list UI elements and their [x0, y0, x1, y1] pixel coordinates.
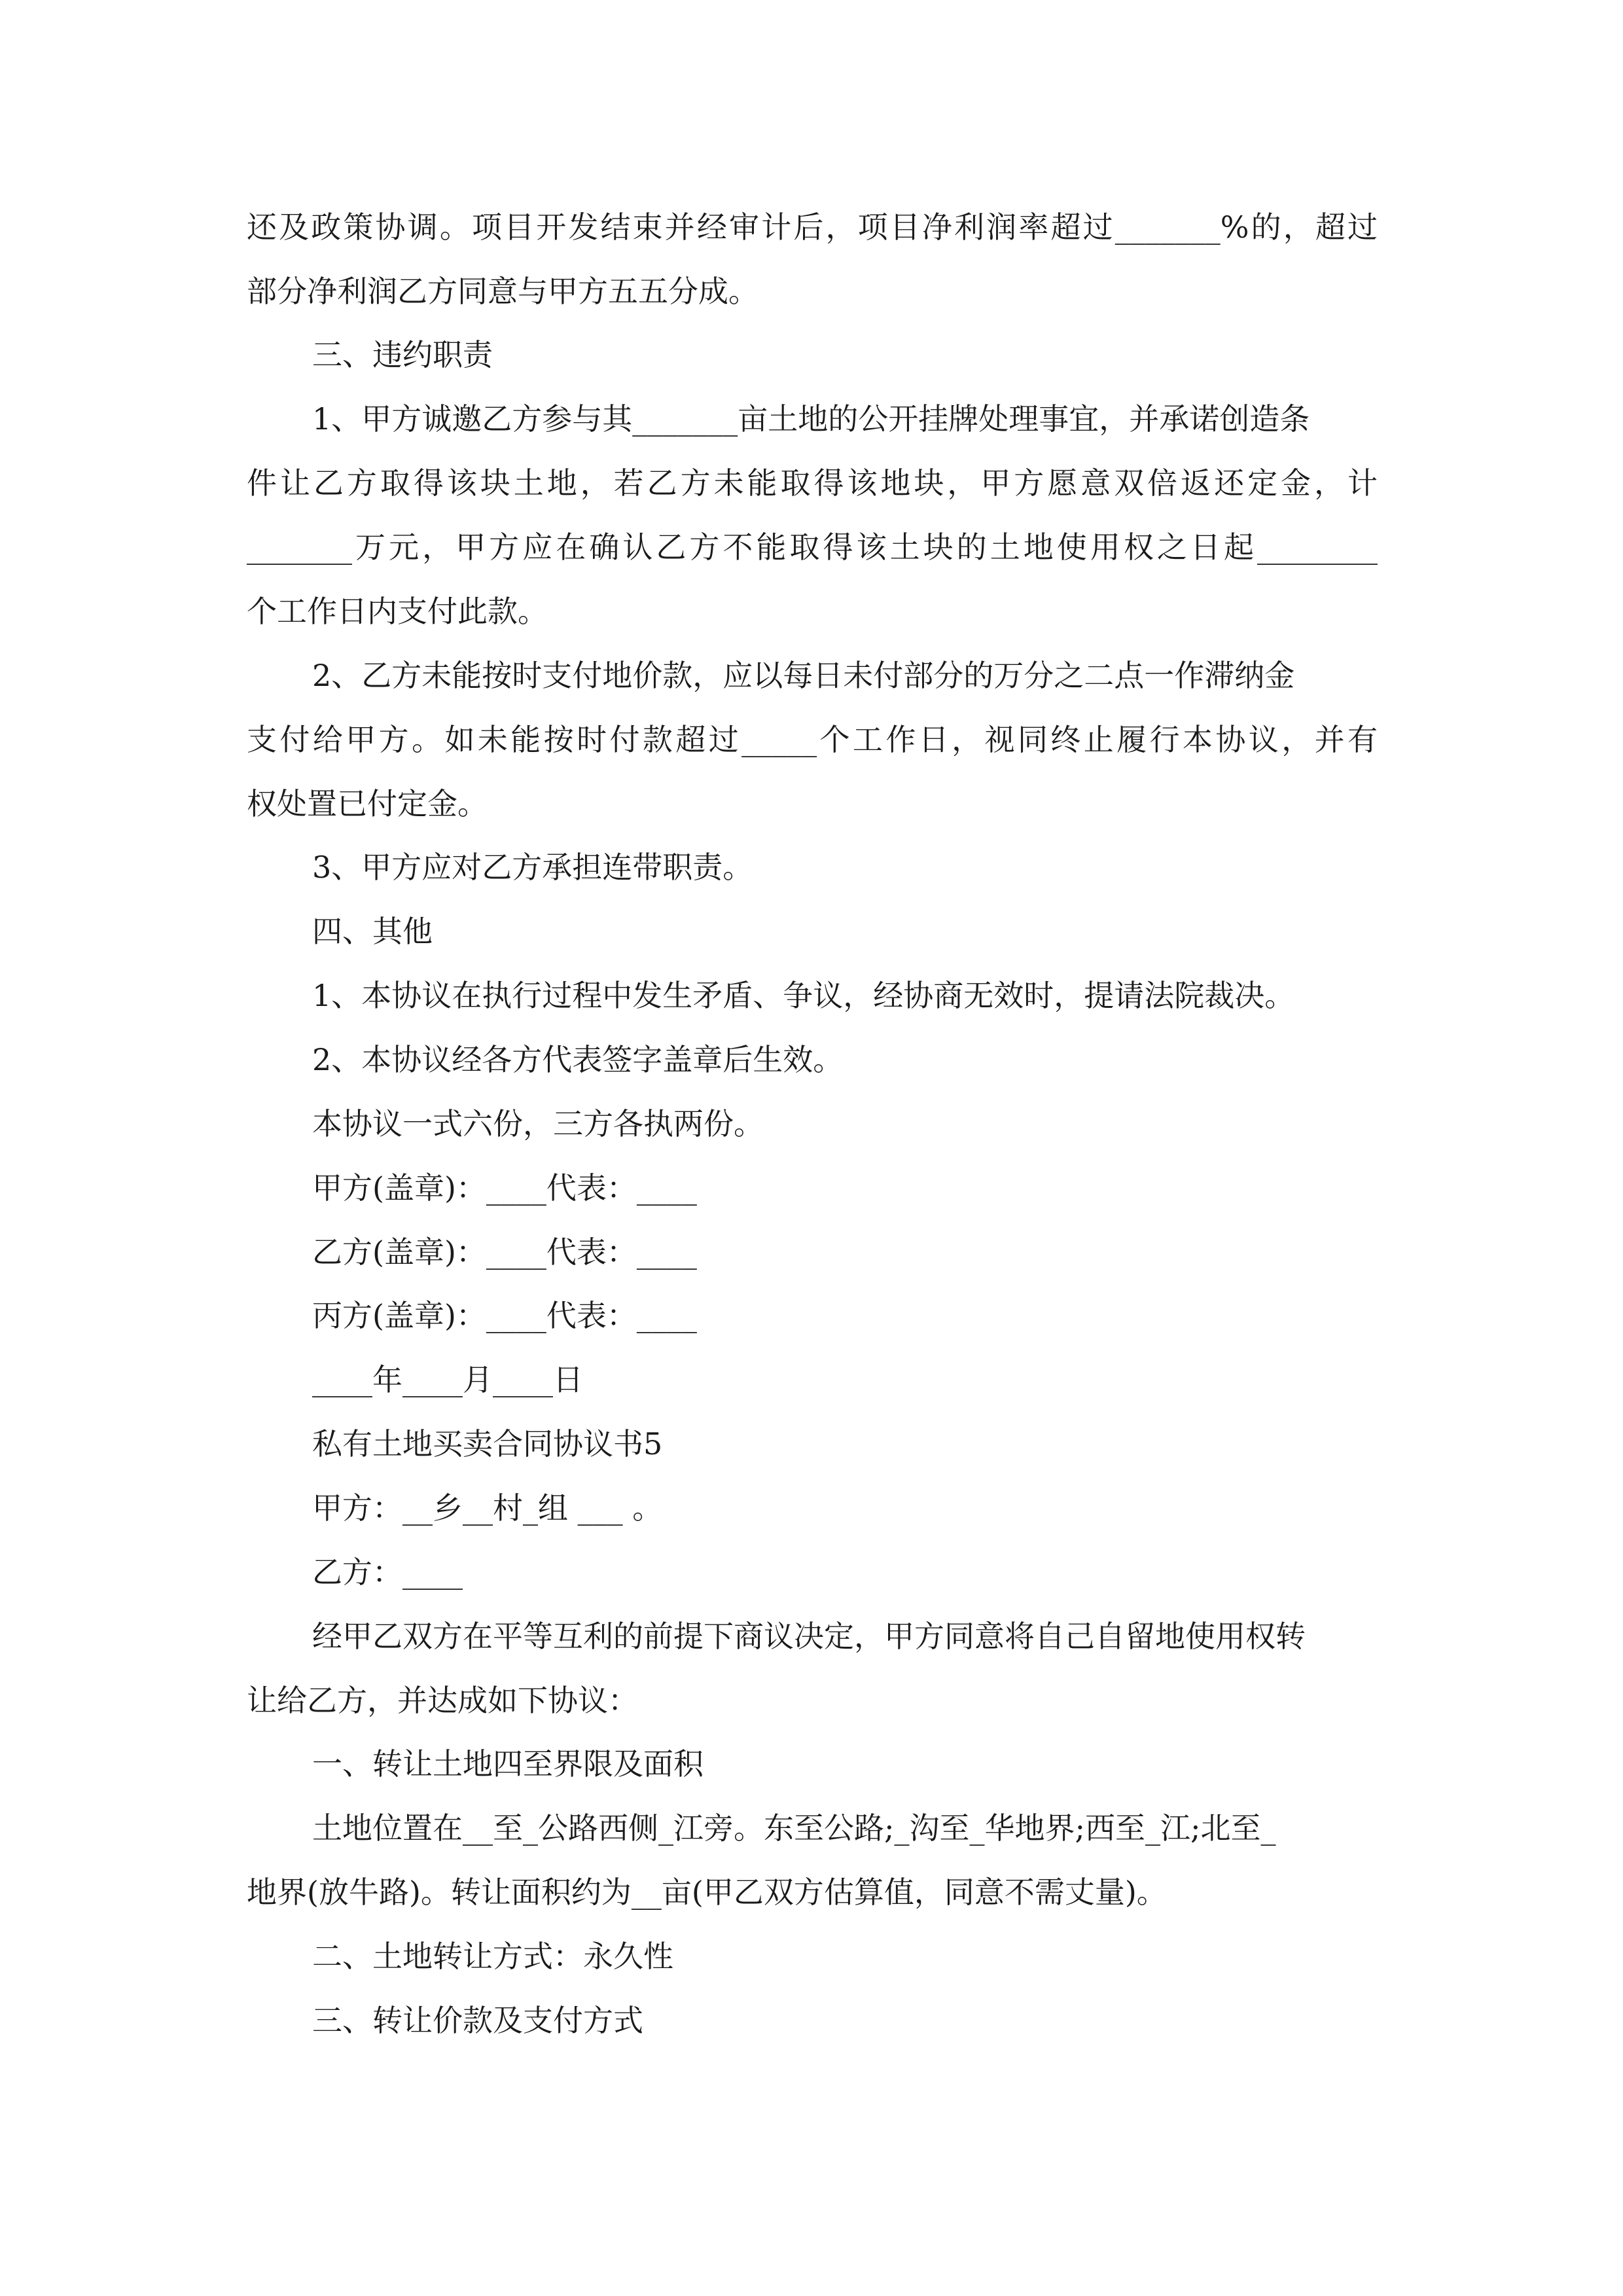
- signature-line: 丙方(盖章)：____代表：____: [312, 1298, 697, 1333]
- signature-line: 甲方(盖章)：____代表：____: [312, 1170, 697, 1206]
- paragraph-line: 部分净利润乙方同意与甲方五五分成。: [247, 274, 758, 309]
- date-line: ____年____月____日: [312, 1362, 583, 1397]
- paragraph-line: _______万元，甲方应在确认乙方不能取得该土块的土地使用权之日起________: [247, 529, 1378, 565]
- paragraph-line: 权处置已付定金。: [247, 786, 488, 821]
- section-heading: 四、其他: [312, 914, 433, 949]
- paragraph-line: 1、甲方诚邀乙方参与其_______亩土地的公开挂牌处理事宜，并承诺创造条: [312, 401, 1310, 437]
- signature-line: 乙方(盖章)：____代表：____: [312, 1234, 697, 1270]
- paragraph-line: 本协议一式六份，三方各执两份。: [312, 1106, 764, 1141]
- paragraph-line: 经甲乙双方在平等互利的前提下商议决定，甲方同意将自己自留地使用权转: [312, 1619, 1306, 1654]
- section-heading: 三、转让价款及支付方式: [312, 2003, 643, 2038]
- paragraph-line: 支付给甲方。如未能按时付款超过_____个工作日，视同终止履行本协议，并有: [247, 722, 1378, 757]
- paragraph-line: 还及政策协调。项目开发结束并经审计后，项目净利润率超过_______%的，超过: [247, 209, 1378, 245]
- party-b-line: 乙方：____: [312, 1554, 463, 1590]
- paragraph-line: 2、乙方未能按时支付地价款，应以每日未付部分的万分之二点一作滞纳金: [312, 658, 1295, 693]
- section-heading: 一、转让土地四至界限及面积: [312, 1746, 704, 1782]
- paragraph-line: 个工作日内支付此款。: [247, 594, 548, 629]
- paragraph-line: 土地位置在__至_公路西侧_江旁。东至公路;_沟至_华地界;西至_江;北至_: [312, 1810, 1276, 1846]
- paragraph-line: 让给乙方，并达成如下协议：: [247, 1683, 638, 1718]
- paragraph-line: 1、本协议在执行过程中发生矛盾、争议，经协商无效时，提请法院裁决。: [312, 978, 1295, 1013]
- party-a-line: 甲方：__乡__村_组 ___ 。: [312, 1490, 663, 1526]
- document-title: 私有土地买卖合同协议书5: [312, 1426, 663, 1462]
- paragraph-line: 2、本协议经各方代表签字盖章后生效。: [312, 1042, 844, 1077]
- paragraph-line: 件让乙方取得该块土地，若乙方未能取得该地块，甲方愿意双倍返还定金，计: [247, 465, 1378, 501]
- paragraph-line: 地界(放牛路)。转让面积约为__亩(甲乙双方估算值，同意不需丈量)。: [247, 1874, 1167, 1910]
- section-heading: 三、违约职责: [312, 337, 493, 372]
- section-heading: 二、土地转让方式：永久性: [312, 1939, 673, 1974]
- paragraph-line: 3、甲方应对乙方承担连带职责。: [312, 850, 753, 885]
